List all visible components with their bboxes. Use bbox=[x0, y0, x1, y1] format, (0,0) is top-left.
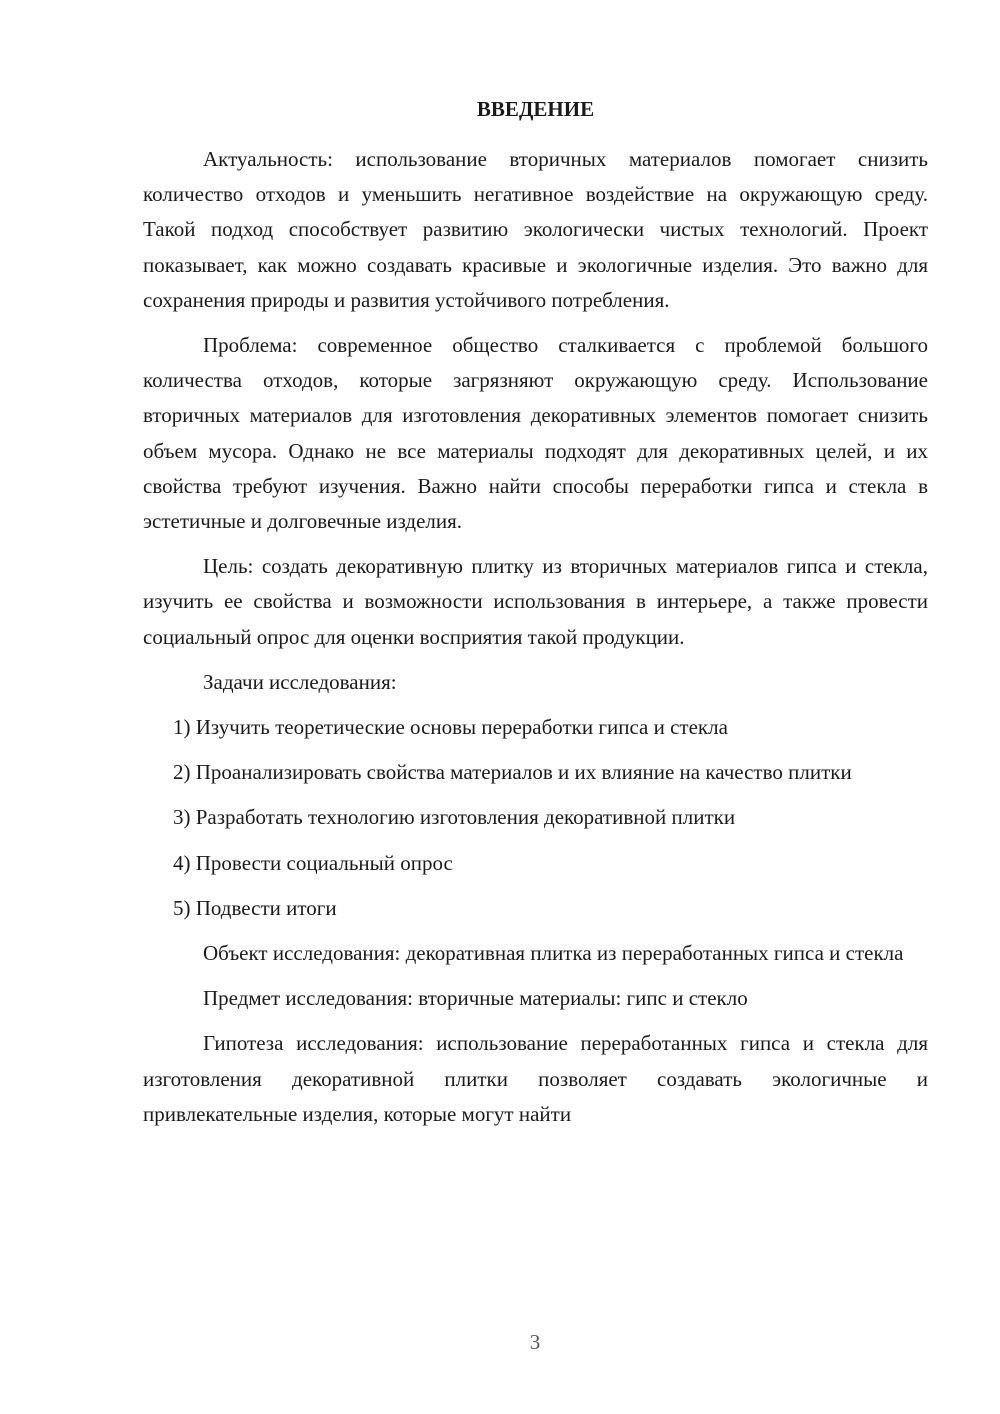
hypothesis-paragraph: Гипотеза исследования: использование переработанных гипса и стекла для изготовления декоративной плитки позволяет создавать экологичные и привлекательные изделия, которые могут найти bbox=[143, 1031, 928, 1126]
page-title: ВВЕДЕНИЕ bbox=[476, 97, 595, 121]
tasks-heading: Задачи исследования: bbox=[203, 669, 397, 694]
page-number: 3 bbox=[529, 1330, 541, 1354]
task-item: 3) Разработать технологию изготовления декоративной плитки bbox=[173, 805, 736, 830]
relevance-paragraph: Актуальность: использование вторичных материалов помогает снизить количество отходов и уменьшить негативное воздействие на окружающую среду. Такой подход способствует развитию экологически чистых технологий. Проект показывает, как можно создавать красивые и экологичные изделия. Это важно для сохранения природы и развития устойчивого потребления. bbox=[143, 147, 928, 312]
document-page bbox=[143, 92, 928, 1142]
task-item: 4) Провести социальный опрос bbox=[173, 850, 453, 875]
task-item: 5) Подвести итоги bbox=[173, 895, 337, 920]
task-item: 1) Изучить теоретические основы переработки гипса и стекла bbox=[173, 715, 728, 740]
task-item: 2) Проанализировать свойства материалов и их влияние на качество плитки bbox=[173, 760, 852, 785]
problem-paragraph: Проблема: современное общество сталкивается с проблемой большого количества отходов, которые загрязняют окружающую среду. Использование вторичных материалов для изготовления декоративных элементов помогает снизить объем мусора. Однако не все материалы подходят для декоративных целей, и их свойства требуют изучения. Важно найти способы переработки гипса и стекла в эстетичные и долговечные изделия. bbox=[143, 333, 928, 534]
subject-paragraph: Предмет исследования: вторичные материалы: гипс и стекло bbox=[203, 986, 748, 1011]
goal-paragraph: Цель: создать декоративную плитку из вторичных материалов гипса и стекла, изучить ее свойства и возможности использования в интерьере, а также провести социальный опрос для оценки восприятия такой продукции. bbox=[143, 554, 928, 649]
object-paragraph: Объект исследования: декоративная плитка из переработанных гипса и стекла bbox=[203, 941, 904, 966]
